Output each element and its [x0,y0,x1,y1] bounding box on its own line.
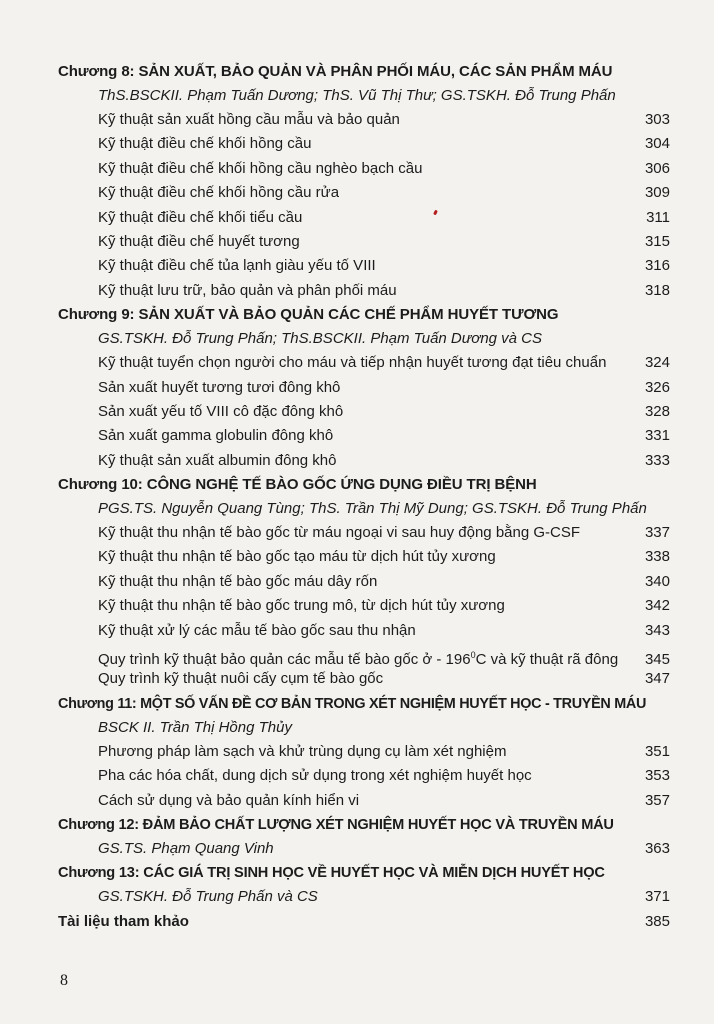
chapter-title: Chương 9: SẢN XUẤT VÀ BẢO QUẢN CÁC CHẾ PHẨM HUYẾT TƯƠNG [58,306,559,324]
entry-label: Kỹ thuật thu nhận tế bào gốc máu dây rốn [98,572,378,590]
entry-page: 340 [644,572,670,590]
entry-label: Kỹ thuật xử lý các mẫu tế bào gốc sau thu nhận [98,621,416,639]
toc-entry [58,230,670,254]
references-entry [58,910,670,934]
entry-label: Kỹ thuật tuyển chọn người cho máu và tiếp nhận huyết tương đạt tiêu chuẩn [98,354,607,372]
entry-label: Kỹ thuật điều chế tủa lạnh giàu yếu tố VIII [98,257,376,275]
chapter-8 [58,60,670,303]
toc-entry [58,424,670,448]
chapter-title: Chương 10: CÔNG NGHỆ TẾ BÀO GỐC ỨNG DỤNG ĐIỀU TRỊ BỆNH [58,476,537,494]
entry-page: 342 [644,597,670,615]
toc-entry [58,570,670,594]
entry-label: Sản xuất yếu tố VIII cô đặc đông khô [98,402,344,420]
toc-entry [58,594,670,618]
entry-label: Kỹ thuật điều chế khối hồng cầu nghèo bạch cầu [98,159,423,177]
toc-entry [58,254,670,278]
chapter-authors: GS.TSKH. Đỗ Trung Phấn và CS [98,888,318,906]
entry-page: 328 [644,402,670,420]
entry-page: 306 [644,159,670,177]
entry-page: 303 [644,111,670,128]
entry-page: 347 [644,670,670,688]
entry-page: 309 [644,184,670,202]
chapter-title: Chương 12: ĐẢM BẢO CHẤT LƯỢNG XÉT NGHIỆM HUYẾT HỌC VÀ TRUYỀN MÁU [58,816,614,833]
entry-page: 315 [644,232,670,250]
chapter-11 [58,692,670,813]
entry-label: Kỹ thuật lưu trữ, bảo quản và phân phối máu [98,281,397,299]
chapter-10 [58,473,670,692]
toc-entry [58,132,670,156]
toc-entry [58,351,670,375]
toc-entry [58,400,670,424]
entry-label: Sản xuất gamma globulin đông khô [98,427,334,445]
entry-page: 304 [644,135,670,153]
entry-page: 333 [644,451,670,469]
entry-page: 357 [644,791,670,809]
entry-page: 311 [646,208,670,226]
toc-entry [58,643,670,667]
entry-label: Kỹ thuật thu nhận tế bào gốc từ máu ngoại vi sau huy động bằng G-CSF [98,524,581,542]
chapter-authors: PGS.TS. Nguyễn Quang Tùng; ThS. Trần Thị Mỹ Dung; GS.TSKH. Đỗ Trung Phấn [98,500,647,518]
toc-entry [58,181,670,205]
chapter-12 [58,813,670,861]
entry-page: 345 [644,651,670,669]
toc-entry [58,279,670,303]
entry-label: Kỹ thuật điều chế khối hồng cầu rửa [98,184,340,202]
entry-label: Kỹ thuật điều chế khối tiểu cầu [98,208,303,226]
entry-page: 353 [644,767,670,785]
entry-label: Sản xuất huyết tương tươi đông khô [98,378,341,396]
entry-label: Cách sử dụng và bảo quản kính hiển vi [98,791,360,809]
toc-entry [58,206,670,230]
chapter-9 [58,303,670,473]
entry-page: 316 [644,257,670,275]
entry-label: Quy trình kỹ thuật bảo quản các mẫu tế bào gốc ở - $196^0C$ và kỹ thuật rã đông [98,650,619,669]
toc-entry [58,764,670,788]
entry-label: Kỹ thuật thu nhận tế bào gốc tạo máu từ dịch hút tủy xương [98,548,496,566]
chapter-authors: GS.TSKH. Đỗ Trung Phấn; ThS.BSCKII. Phạm Tuấn Dương và CS [98,330,543,348]
entry-page: 371 [644,888,670,906]
entry-label: Quy trình kỹ thuật nuôi cấy cụm tế bào gốc [98,670,384,688]
table-of-contents [58,60,670,934]
chapter-13 [58,861,670,909]
entry-page: 331 [644,427,670,445]
chapter-authors-row [58,885,670,909]
toc-entry [58,376,670,400]
entry-label: Pha các hóa chất, dung dịch sử dụng trong xét nghiệm huyết học [98,767,532,785]
entry-label: Kỹ thuật điều chế khối hồng cầu [98,135,312,153]
references-label: Tài liệu tham khảo [58,912,189,930]
references-page: 385 [644,912,670,930]
chapter-title: Chương 11: MỘT SỐ VẤN ĐỀ CƠ BẢN TRONG XÉT NGHIỆM HUYẾT HỌC - TRUYỀN MÁU [58,695,647,712]
entry-page: 343 [644,621,670,639]
entry-page: 318 [644,281,670,299]
chapter-authors: BSCK II. Trần Thị Hồng Thủy [98,718,292,736]
entry-page: 351 [644,742,670,760]
toc-entry [58,108,670,132]
chapter-title: Chương 8: SẢN XUẤT, BẢO QUẢN VÀ PHÂN PHỐI MÁU, CÁC SẢN PHẨM MÁU [58,63,613,80]
entry-label: Kỹ thuật thu nhận tế bào gốc trung mô, từ dịch hút tủy xương [98,597,505,615]
entry-page: 363 [644,839,670,857]
chapter-authors-row [58,837,670,861]
toc-entry [58,545,670,569]
entry-label: Kỹ thuật sản xuất hồng cầu mẫu và bảo quản [98,111,400,128]
entry-page: 326 [644,378,670,396]
entry-label: Kỹ thuật điều chế huyết tương [98,232,300,250]
entry-label: Phương pháp làm sạch và khử trùng dụng cụ làm xét nghiệm [98,742,507,760]
chapter-authors: GS.TS. Phạm Quang Vinh [98,839,274,857]
entry-page: 337 [644,524,670,542]
chapter-title: Chương 13: CÁC GIÁ TRỊ SINH HỌC VỀ HUYẾT HỌC VÀ MIỄN DỊCH HUYẾT HỌC [58,865,605,882]
toc-entry [58,740,670,764]
toc-entry [58,449,670,473]
chapter-authors: ThS.BSCKII. Phạm Tuấn Dương; ThS. Vũ Thị Thư; GS.TSKH. Đỗ Trung Phấn [98,87,616,104]
entry-page: 338 [644,548,670,566]
toc-entry [58,157,670,181]
entry-label: Kỹ thuật sản xuất albumin đông khô [98,451,337,469]
toc-entry [58,521,670,545]
toc-entry [58,619,670,643]
toc-entry [58,789,670,813]
entry-page: 324 [644,354,670,372]
page-number: 8 [60,972,68,989]
